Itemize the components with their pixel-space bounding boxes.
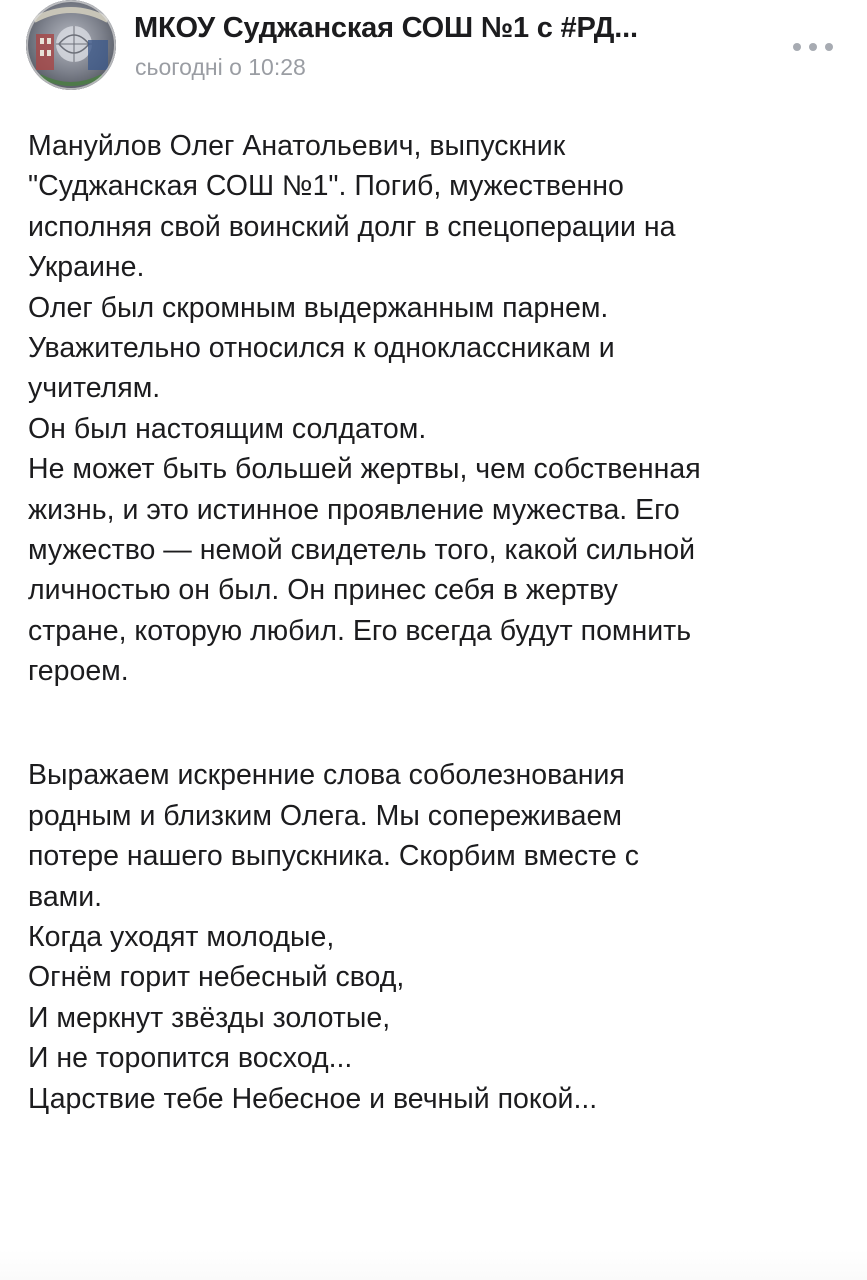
dot	[825, 43, 833, 51]
post-text-line: Когда уходят молодые,	[28, 921, 335, 954]
post-text-line: Украине.	[28, 251, 145, 284]
post-text-line: потере нашего выпускника. Скорбим вместе с	[28, 840, 639, 873]
post-text-line: Уважительно относился к одноклассникам и	[28, 331, 615, 364]
bottom-edge	[0, 1250, 867, 1280]
post-text-line: И не торопится восход...	[28, 1042, 353, 1075]
post-paragraph-1	[28, 126, 858, 691]
post-text-line: личностью он был. Он принес себя в жертву	[28, 574, 618, 607]
post-paragraph-2	[28, 755, 858, 1119]
avatar-image	[26, 0, 116, 90]
post-header	[0, 0, 867, 100]
paragraph-gap	[28, 691, 858, 755]
school-emblem-avatar[interactable]	[26, 0, 116, 90]
post-timestamp[interactable]: сьогодні о 10:28	[135, 54, 306, 80]
author-name[interactable]: МКОУ Суджанская СОШ №1 с #РД...	[134, 12, 638, 44]
post-text-line: Он был настоящим солдатом.	[28, 412, 427, 445]
post-text-line: Выражаем искренние слова соболезнования	[28, 759, 625, 792]
post-text-line: исполняя свой воинский долг в спецоперации на	[28, 210, 676, 243]
post-text-line: стране, которую любил. Его всегда будут помнить	[28, 614, 692, 647]
post-text-line: И меркнут звёзды золотые,	[28, 1001, 391, 1034]
post-text-line: учителям.	[28, 372, 161, 405]
more-dots-icon[interactable]	[793, 38, 833, 56]
post-text-line: жизнь, и это истинное проявление мужества. Его	[28, 493, 680, 526]
dot	[809, 43, 817, 51]
post-text-line: героем.	[28, 655, 129, 688]
post-text	[28, 126, 858, 1119]
post-text-line: "Суджанская СОШ №1". Погиб, мужественно	[28, 170, 624, 203]
dot	[793, 43, 801, 51]
post-text-line: Не может быть большей жертвы, чем собственная	[28, 453, 701, 486]
post-text-line: родным и близким Олега. Мы сопереживаем	[28, 799, 622, 832]
post-text-line: Олег был скромным выдержанным парнем.	[28, 291, 609, 324]
post-text-line: Царствие тебе Небесное и вечный покой...	[28, 1082, 598, 1115]
post-text-line: Мануйлов Олег Анатольевич, выпускник	[28, 130, 566, 162]
post-text-line: Огнём горит небесный свод,	[28, 961, 405, 994]
post-text-line: мужество — немой свидетель того, какой сильной	[28, 533, 696, 566]
post-text-line: вами.	[28, 880, 103, 913]
